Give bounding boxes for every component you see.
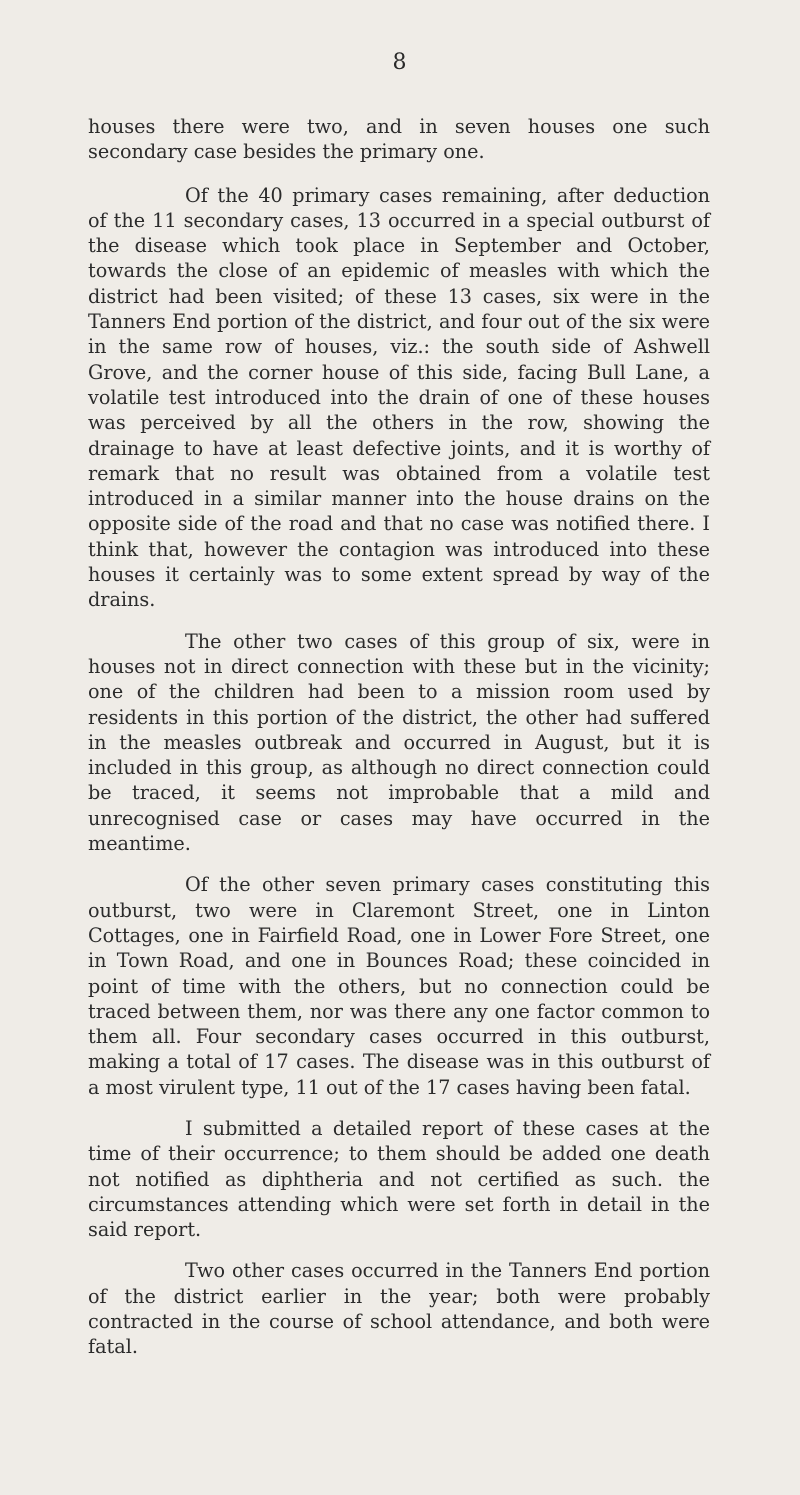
- paragraph-other-two-cases: The other two cases of this group of six, were in houses not in direct connection with these but in the vicinity; one of the children had been to a mission room used by residents in this portion of the district, the other had suffered in the measles outbreak and occurred in August, but it is included in this group, as although no direct connection could be traced, it seems not improbable that a mild and unrecognised case or cases may have occurred in the meantime.: [88, 629, 710, 856]
- page-number: 8: [392, 50, 408, 75]
- paragraph-seven-primary-cases: Of the other seven primary cases constituting this outburst, two were in Claremont Street, one in Linton Cottages, one in Fairfield Road, one in Lower Fore Street, one in Town Road, and one in Bounces Road; these coincided in point of time with the others, but no connection could be traced between them, nor was there any one factor common to them all. Four secondary cases occurred in this outburst, making a total of 17 cases. The disease was in this outburst of a most virulent type, 11 out of the 17 cases having been fatal.: [88, 873, 710, 1099]
- paragraph-detailed-report: I submitted a detailed report of these cases at the time of their occurrence; to them should be added one death not notified as diphtheria and not certified as such. the circumstances attending which were set forth in detail in the said report.: [88, 1116, 710, 1242]
- paragraph-primary-cases-outburst: Of the 40 primary cases remaining, after deduction of the 11 secondary cases, 13 occurred in a special outburst of the disease which took place in September and October, towards the close of an epidemic of measles with which the district had been visited; of these 13 cases, six were in the Tanners End portion of the district, and four out of the six were in the same row of houses, viz.: the south side of Ashwell Grove, and the corner house of this side, facing Bull Lane, a volatile test introduced into the drain of one of these houses was perceived by all the others in the row, showing the drainage to have at least defective joints, and it is worthy of remark that no result was obtained from a volatile test introduced in a similar manner into the house drains on the opposite side of the road and that no case was notified there. I think that, however the contagion was introduced into these houses it certainly was to some extent spread by way of the drains.: [88, 183, 710, 612]
- paragraph-continuation: houses there were two, and in seven houses one such secondary case besides the primary one.: [88, 115, 710, 164]
- document-body: [88, 114, 710, 1376]
- paragraph-tanners-end-cases: Two other cases occurred in the Tanners End portion of the district earlier in the year; both were probably contracted in the course of school attendance, and both were fatal.: [88, 1259, 710, 1359]
